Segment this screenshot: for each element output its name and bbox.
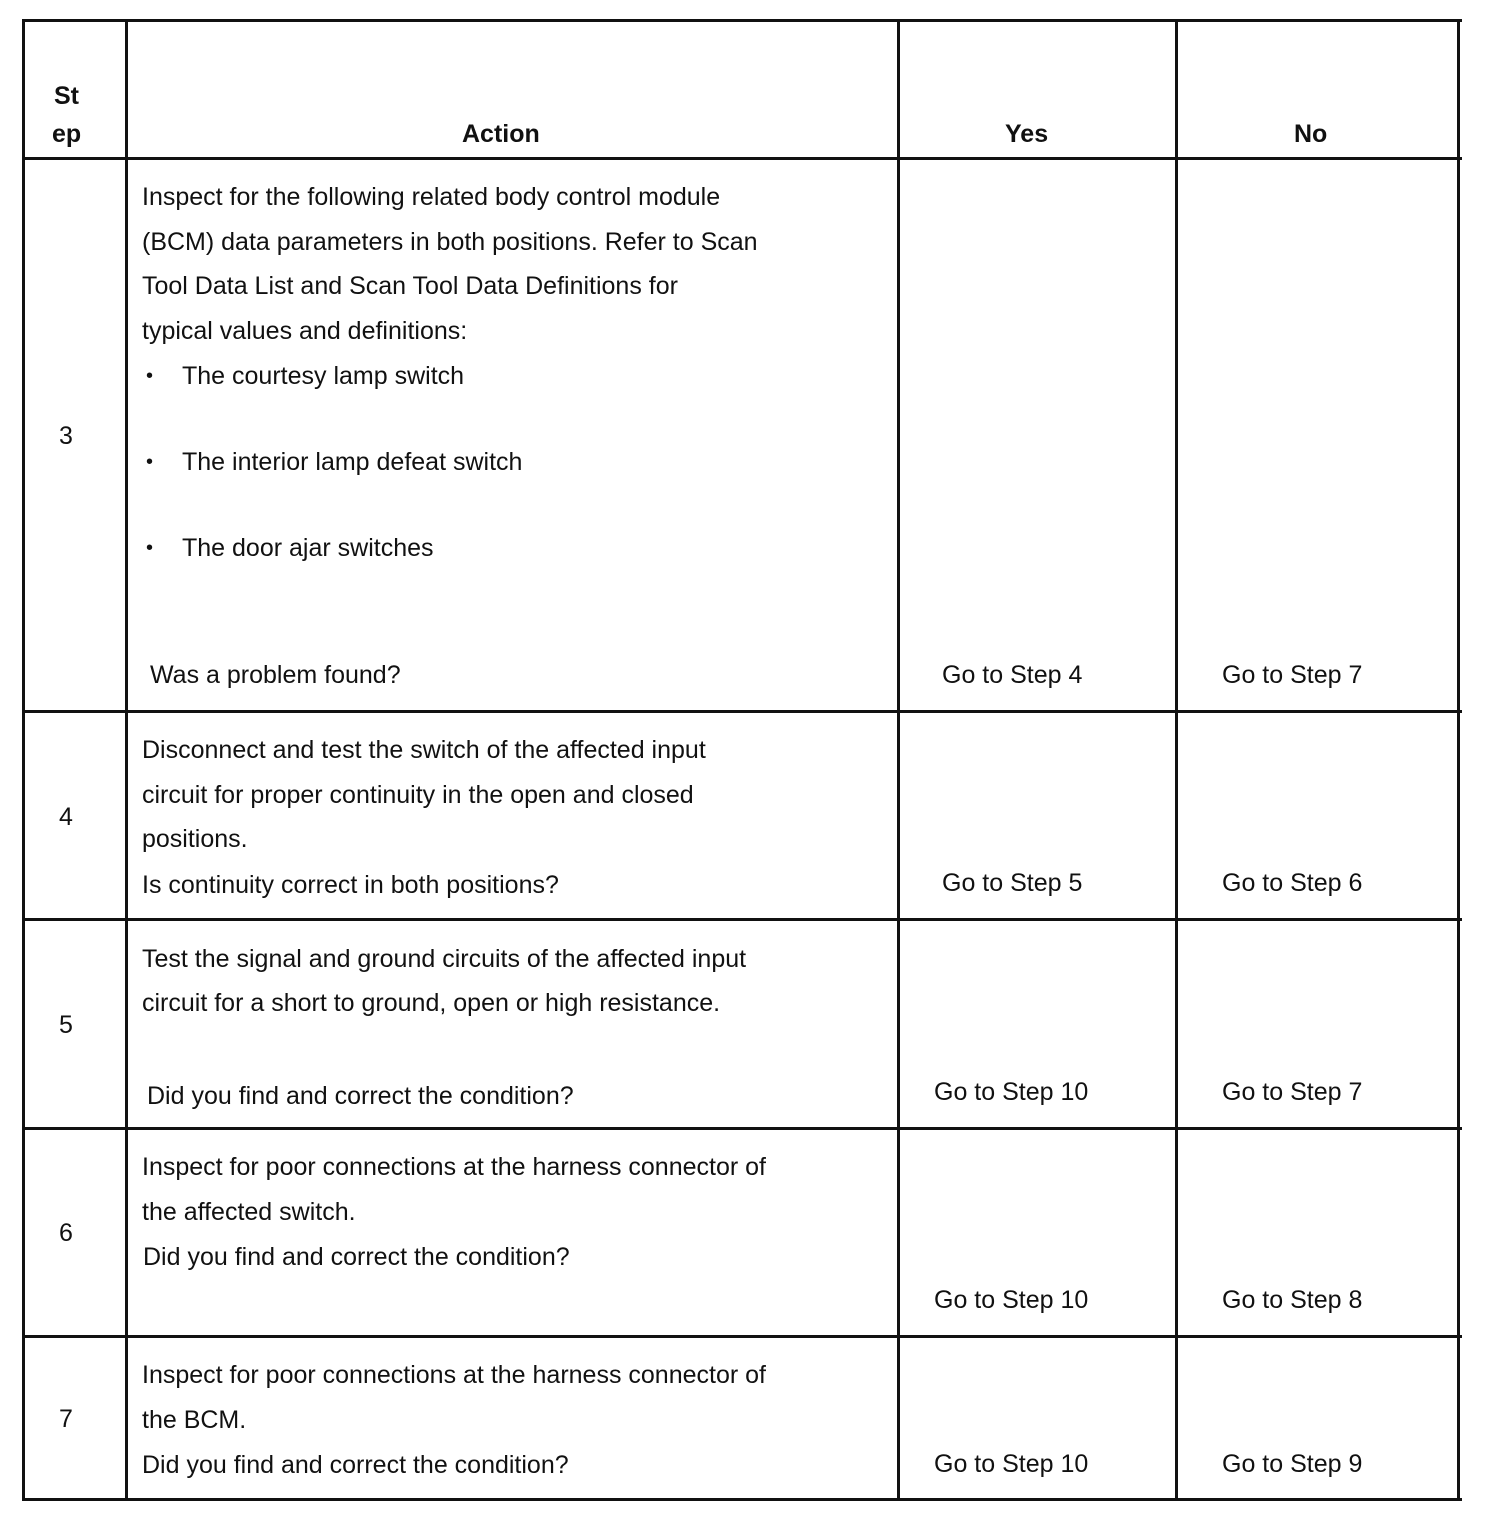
header-step-line1: St — [54, 82, 79, 110]
action-line: (BCM) data parameters in both positions. Refer to Scan — [142, 228, 758, 256]
action-line: positions. — [142, 825, 248, 853]
no-target: Go to Step 9 — [1222, 1450, 1363, 1478]
action-line: Tool Data List and Scan Tool Data Definitions for — [142, 272, 678, 300]
bullet-item: The interior lamp defeat switch — [182, 448, 523, 476]
header-yes: Yes — [1005, 120, 1049, 148]
table-border-right — [1457, 19, 1460, 1501]
bullet-icon: • — [146, 537, 154, 559]
action-line: Inspect for poor connections at the harness connector of — [142, 1153, 766, 1181]
yes-target: Go to Step 5 — [942, 869, 1083, 897]
row-rule — [22, 710, 1462, 713]
action-line: the affected switch. — [142, 1198, 356, 1226]
action-line: Disconnect and test the switch of the affected input — [142, 736, 706, 764]
header-action: Action — [462, 120, 540, 148]
column-rule — [1175, 19, 1178, 1501]
column-rule — [125, 19, 128, 1501]
bullet-item: The door ajar switches — [182, 534, 434, 562]
header-no: No — [1294, 120, 1328, 148]
no-target: Go to Step 7 — [1222, 661, 1363, 689]
yes-target: Go to Step 10 — [934, 1450, 1089, 1478]
action-line: Inspect for poor connections at the harness connector of — [142, 1361, 766, 1389]
column-rule — [897, 19, 900, 1501]
row-rule — [22, 918, 1462, 921]
yes-target: Go to Step 10 — [934, 1078, 1089, 1106]
row-rule — [22, 1127, 1462, 1130]
action-question: Is continuity correct in both positions? — [142, 871, 559, 899]
action-line: Test the signal and ground circuits of the affected input — [142, 945, 747, 973]
action-question: Was a problem found? — [150, 661, 401, 689]
header-step-line2: ep — [52, 120, 82, 148]
bullet-icon: • — [146, 365, 154, 387]
table-border-top — [22, 19, 1462, 22]
action-question: Did you find and correct the condition? — [147, 1082, 574, 1110]
action-line: Inspect for the following related body control module — [142, 183, 721, 211]
action-line: circuit for proper continuity in the open and closed — [142, 781, 694, 809]
yes-target: Go to Step 4 — [942, 661, 1083, 689]
step-number: 3 — [59, 422, 73, 450]
no-target: Go to Step 7 — [1222, 1078, 1363, 1106]
no-target: Go to Step 8 — [1222, 1286, 1363, 1314]
step-number: 6 — [59, 1219, 73, 1247]
bullet-item: The courtesy lamp switch — [182, 362, 465, 390]
step-number: 5 — [59, 1011, 73, 1039]
step-number: 4 — [59, 803, 73, 831]
table-border-bottom — [22, 1498, 1462, 1501]
action-question: Did you find and correct the condition? — [142, 1451, 569, 1479]
action-question: Did you find and correct the condition? — [143, 1243, 570, 1271]
yes-target: Go to Step 10 — [934, 1286, 1089, 1314]
bullet-icon: • — [146, 451, 154, 473]
header-rule — [22, 157, 1462, 160]
step-number: 7 — [59, 1405, 73, 1433]
action-line: circuit for a short to ground, open or high resistance. — [142, 989, 721, 1017]
no-target: Go to Step 6 — [1222, 869, 1363, 897]
row-rule — [22, 1335, 1462, 1338]
action-line: typical values and definitions: — [142, 317, 468, 345]
table-border-left — [22, 19, 25, 1501]
action-line: the BCM. — [142, 1406, 247, 1434]
